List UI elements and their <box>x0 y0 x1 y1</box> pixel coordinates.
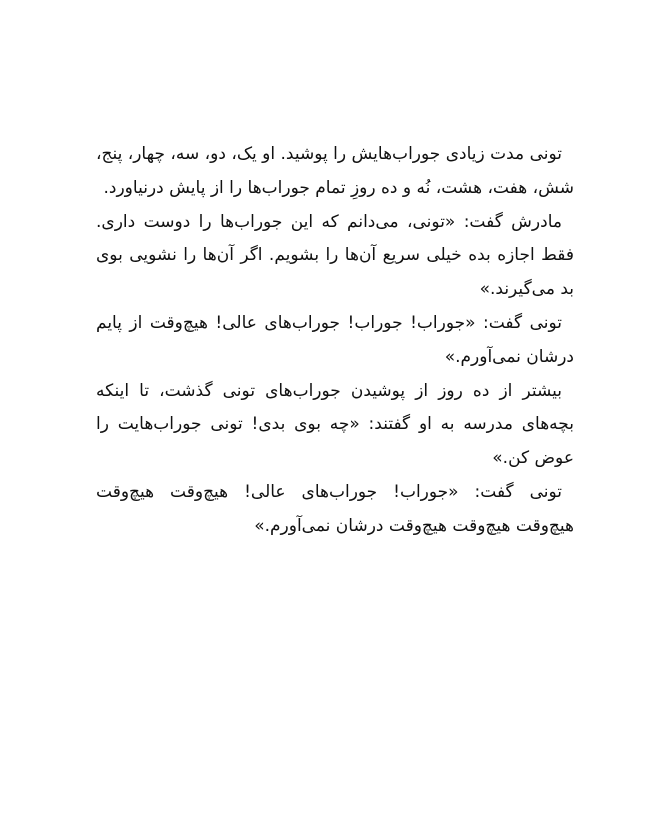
story-text <box>96 138 574 544</box>
paragraph: تونی گفت: «جوراب! جوراب‌های عالی! هیچ‌وقت هیچ‌وقت هیچ‌وقت هیچ‌وقت هیچ‌وقت درشان نمی‌آورم.» <box>96 481 574 536</box>
paragraph: تونی مدت زیادی جوراب‌هایش را پوشید. او یک، دو، سه، چهار، پنج، شش، هفت، هشت، نُه و ده روزِ تمام جوراب‌ها را از پایش درنیاورد. <box>96 144 574 198</box>
paragraph: تونی گفت: «جوراب! جوراب! جوراب‌های عالی! هیچ‌وقت از پایم درشان نمی‌آورم.» <box>96 312 574 367</box>
paragraph: بیشتر از ده روز از پوشیدن جوراب‌های تونی گذشت، تا اینکه بچه‌های مدرسه به او گفتند: «چه بوی بدی! تونی جوراب‌هایت را عوض کن.» <box>96 380 574 469</box>
paragraph: مادرش گفت: «تونی، می‌دانم که این جوراب‌ها را دوست داری. فقط اجازه بده خیلی سریع آن‌ها را بشویم. اگر آن‌ها را نشویی بوی بد می‌گیرند.» <box>96 211 574 300</box>
